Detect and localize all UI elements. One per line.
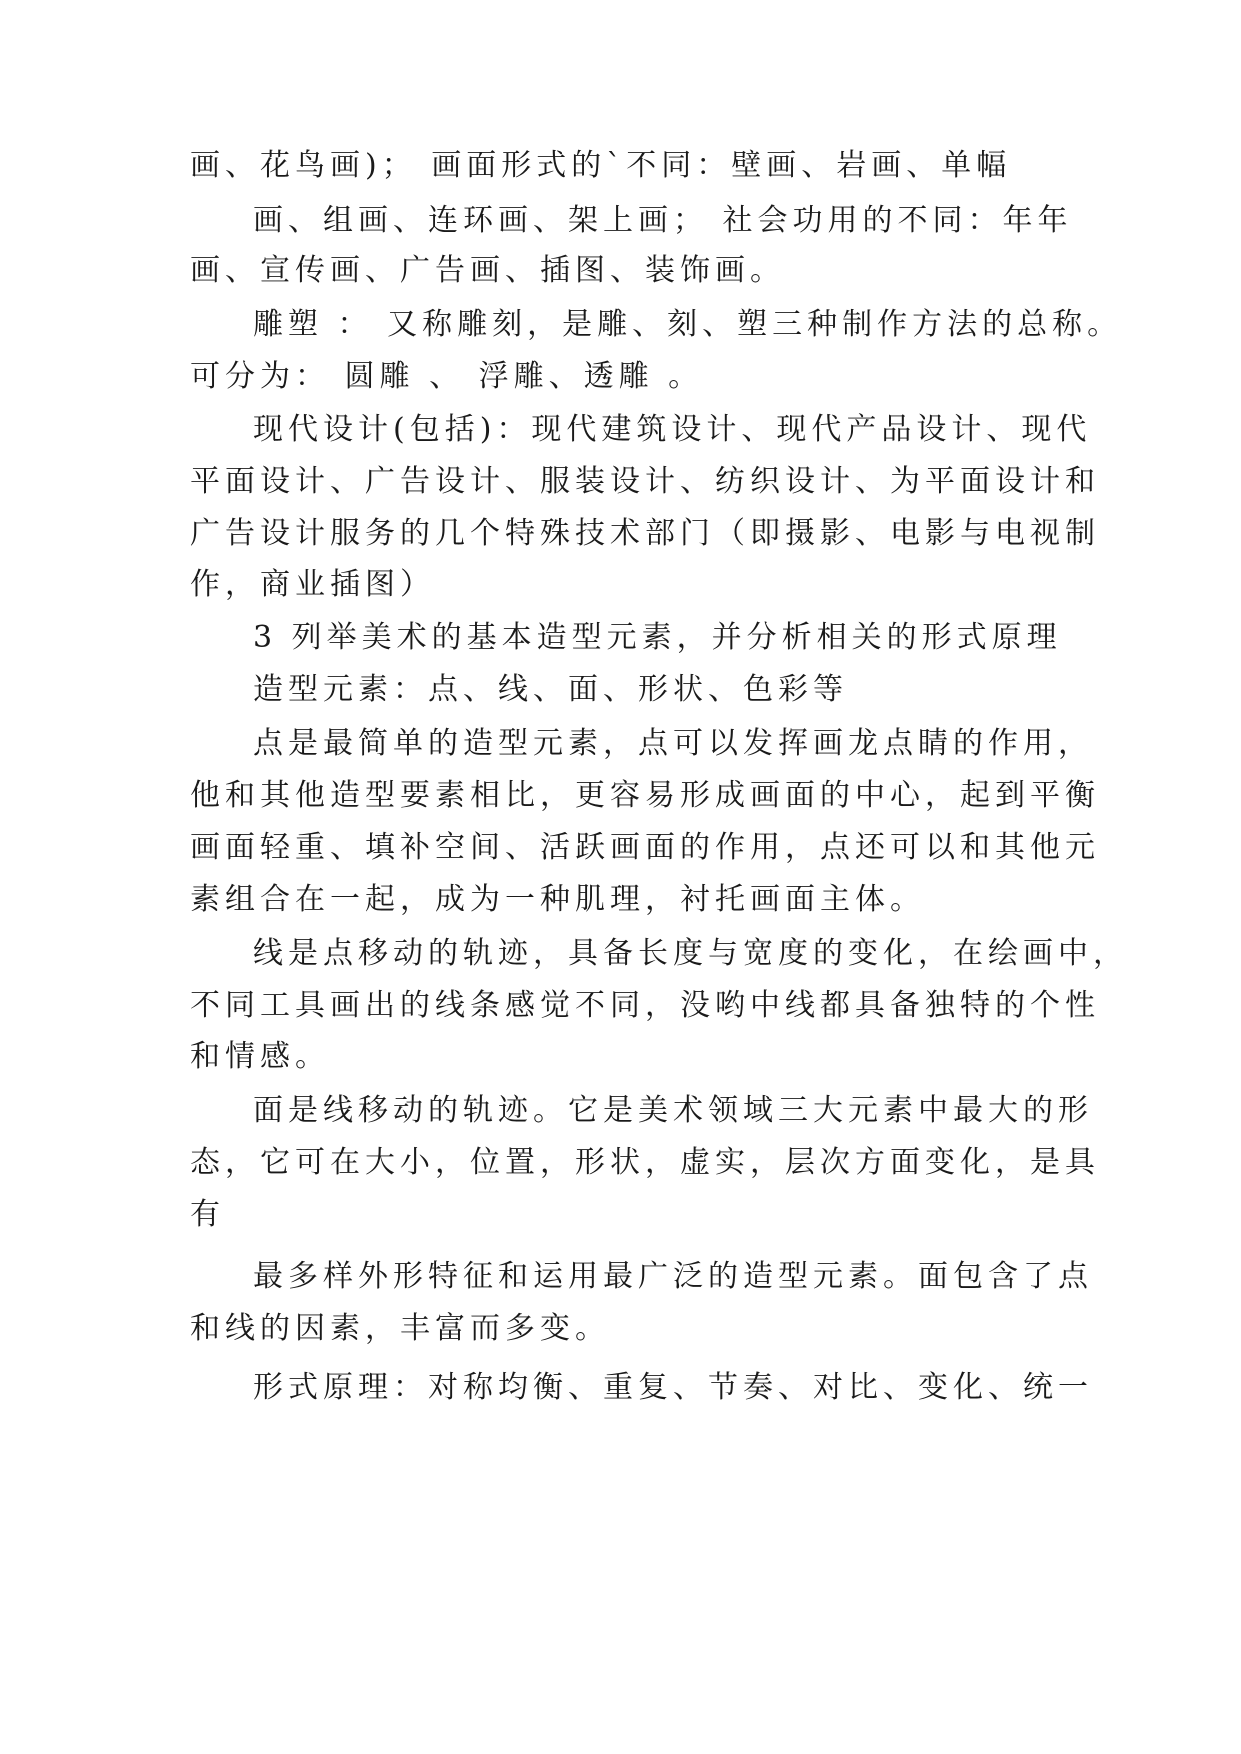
text-line: 3 列举美术的基本造型元素，并分析相关的形式原理: [253, 620, 1062, 655]
text-line: 他和其他造型要素相比，更容易形成画面的中心，起到平衡: [190, 778, 1100, 813]
text-line: 点是最简单的造型元素，点可以发挥画龙点睛的作用，: [253, 726, 1093, 761]
text-line: 素组合在一起，成为一种肌理，衬托画面主体。: [190, 882, 925, 917]
text-line: 线是点移动的轨迹，具备长度与宽度的变化，在绘画中，: [253, 936, 1128, 971]
text-line: 形式原理：对称均衡、重复、节奏、对比、变化、统一: [253, 1370, 1093, 1405]
text-line: 和情感。: [190, 1039, 330, 1074]
text-line: 不同工具画出的线条感觉不同，没哟中线都具备独特的个性: [190, 988, 1100, 1023]
text-line: 广告设计服务的几个特殊技术部门（即摄影、电影与电视制: [190, 516, 1100, 551]
text-line: 平面设计、广告设计、服装设计、纺织设计、为平面设计和: [190, 464, 1100, 499]
text-line: 有: [190, 1197, 225, 1232]
text-line: 画面轻重、填补空间、活跃画面的作用，点还可以和其他元: [190, 830, 1100, 865]
text-line: 造型元素：点、线、面、形状、色彩等: [253, 672, 848, 707]
text-line: 最多样外形特征和运用最广泛的造型元素。面包含了点: [253, 1259, 1093, 1294]
text-line: 画、宣传画、广告画、插图、装饰画。: [190, 253, 785, 288]
text-line: 画、组画、连环画、架上画； 社会功用的不同：年年: [253, 203, 1073, 238]
text-line: 态，它可在大小，位置，形状，虚实，层次方面变化，是具: [190, 1145, 1100, 1180]
text-line: 面是线移动的轨迹。它是美术领域三大元素中最大的形: [253, 1093, 1093, 1128]
text-line: 现代设计(包括)：现代建筑设计、现代产品设计、现代: [253, 412, 1092, 447]
text-line: 和线的因素，丰富而多变。: [190, 1311, 610, 1346]
text-line: 可分为： 圆雕 、 浮雕、透雕 。: [190, 359, 704, 394]
text-line: 雕塑 ： 又称雕刻，是雕、刻、塑三种制作方法的总称。: [253, 307, 1123, 342]
text-line: 画、花鸟画)； 画面形式的`不同：壁画、岩画、单幅: [190, 148, 1012, 183]
text-line: 作，商业插图）: [190, 567, 435, 602]
